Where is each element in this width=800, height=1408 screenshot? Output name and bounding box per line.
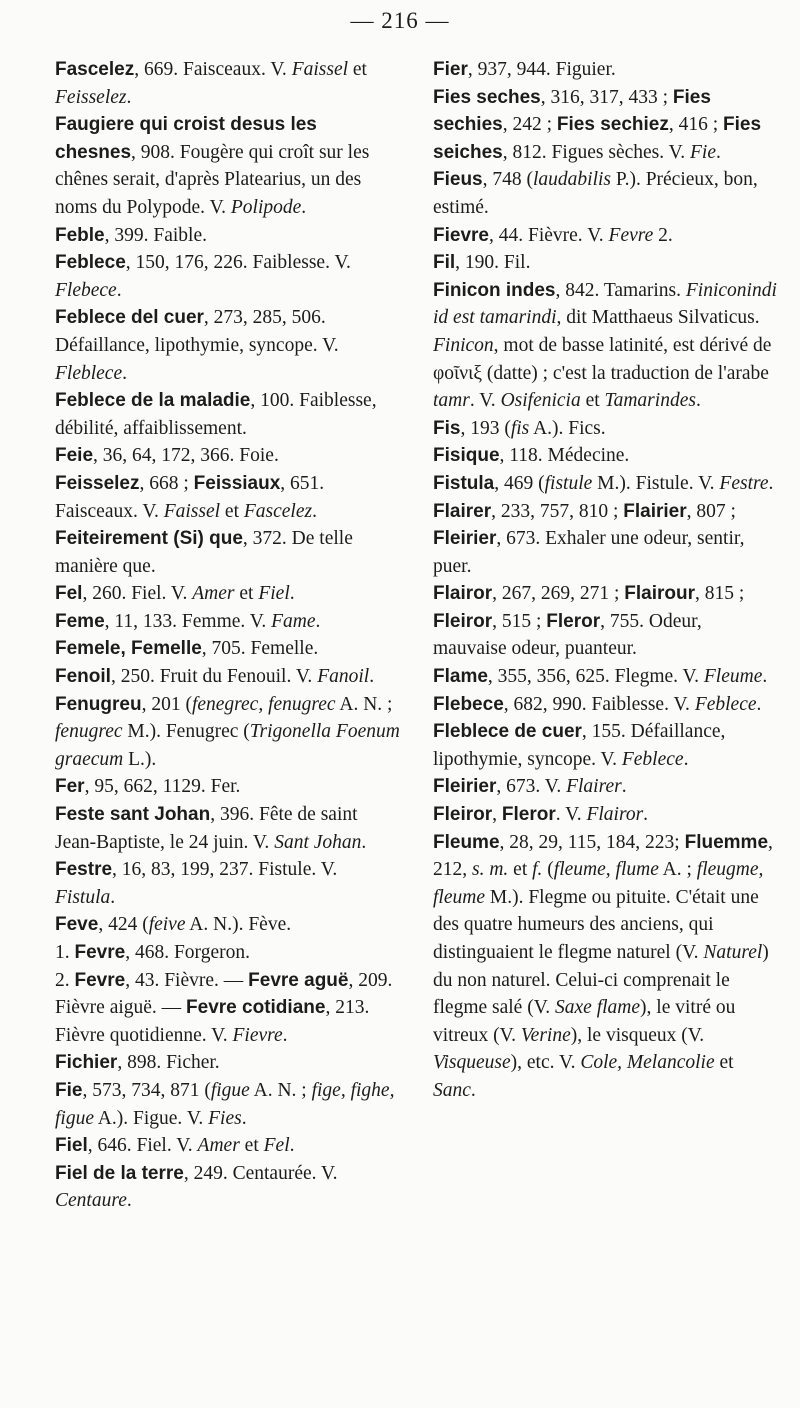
entry-headword: Fenoil bbox=[55, 666, 111, 688]
entry-headword: Fisique bbox=[433, 445, 500, 467]
left-column bbox=[55, 56, 400, 1215]
entry-text: , bbox=[492, 804, 502, 826]
entry-headword: Fieus bbox=[433, 169, 483, 191]
entry-headword: Fleiror bbox=[433, 804, 493, 826]
entry-text: et bbox=[580, 390, 605, 412]
entry-headword: Fleirier bbox=[433, 776, 497, 798]
entry-headword: Fistula bbox=[433, 472, 495, 494]
entry-headword: Fier bbox=[433, 59, 468, 80]
entry-text: . bbox=[241, 1107, 247, 1129]
entry-text: , 267, 269, 271 ; bbox=[492, 583, 625, 605]
entry-text: . bbox=[470, 1079, 476, 1101]
entry-text: , 36, 64, 172, 366. Foie. bbox=[93, 445, 279, 467]
entry-italic-text: Verine bbox=[520, 1024, 571, 1046]
entry-text: et bbox=[234, 583, 259, 605]
entry-text: . bbox=[768, 472, 774, 494]
entry-text: et bbox=[220, 500, 244, 522]
entry-text: , 842. Tamarins. bbox=[555, 279, 686, 301]
entry-text: A.). Figue. V. bbox=[94, 1107, 209, 1129]
glossary-entry bbox=[55, 856, 400, 911]
entry-italic-text: Feblece bbox=[694, 693, 757, 715]
entry-headword: Fevre bbox=[74, 969, 126, 991]
glossary-entry bbox=[55, 663, 400, 691]
entry-text: A. N.). Fève. bbox=[185, 914, 292, 936]
glossary-entry bbox=[433, 442, 778, 470]
entry-headword: Flairer bbox=[433, 500, 492, 522]
entry-headword: Fenugreu bbox=[55, 693, 142, 715]
entry-text: , 44. Fièvre. V. bbox=[488, 224, 609, 246]
entry-text: ( bbox=[542, 859, 554, 881]
entry-text: . bbox=[369, 666, 375, 688]
entry-italic-text: feive bbox=[148, 914, 186, 936]
glossary-entry bbox=[433, 718, 778, 773]
entry-italic-text: fleume, flume bbox=[553, 859, 659, 881]
entry-italic-text: laudabilis bbox=[533, 169, 612, 191]
entry-italic-text: Finicon bbox=[433, 334, 494, 356]
entry-italic-text: tamr bbox=[433, 390, 470, 412]
entry-text: A. ; bbox=[658, 859, 697, 881]
entry-italic-text: fleugme, fleume bbox=[433, 859, 764, 908]
entry-text: , 118. Médecine. bbox=[499, 445, 630, 467]
entry-italic-text: s. m. bbox=[472, 859, 509, 881]
entry-italic-text: Fievre bbox=[232, 1024, 283, 1046]
entry-text: , 469 ( bbox=[494, 472, 545, 494]
glossary-entry bbox=[55, 801, 400, 856]
entry-headword: Flairor bbox=[433, 583, 493, 605]
glossary-entry bbox=[55, 249, 400, 304]
entry-text: . bbox=[621, 776, 627, 798]
entry-text: L.). bbox=[123, 748, 157, 770]
entry-headword: Fies seches bbox=[433, 86, 541, 108]
glossary-entry bbox=[55, 387, 400, 442]
entry-text: , 201 ( bbox=[141, 693, 192, 715]
entry-text: , 249. Centaurée. V. bbox=[183, 1162, 338, 1184]
glossary-entry bbox=[433, 801, 778, 829]
glossary-entry bbox=[55, 911, 400, 939]
entry-italic-text: Sanc bbox=[433, 1079, 471, 1101]
entry-italic-text: Naturel bbox=[703, 942, 763, 963]
entry-text: , 651. Faisceaux. V. bbox=[55, 472, 325, 522]
entry-text: A.). Fics. bbox=[529, 417, 606, 439]
entry-text: et bbox=[508, 859, 533, 881]
entry-headword: Flebece bbox=[433, 693, 504, 715]
entry-italic-text: Visqueuse bbox=[433, 1052, 511, 1074]
entry-headword: Fleirier bbox=[433, 528, 497, 550]
entry-text: , mot de basse latinité, est dérivé de φοῖνιξ (datte) ; c'est la traduction de l'arabe bbox=[433, 334, 772, 384]
entry-italic-text: Fleblece bbox=[55, 362, 123, 384]
entry-text: ), le vitré ou vitreux (V. bbox=[433, 997, 736, 1046]
entry-text: , 668 ; bbox=[139, 472, 194, 494]
entry-text: , 273, 285, 506. Défaillance, lipothymie, syncope. V. bbox=[55, 307, 339, 356]
entry-italic-text: Polipode bbox=[230, 196, 302, 218]
entry-text: , 815 ; bbox=[695, 583, 745, 605]
entry-text: , 705. Femelle. bbox=[201, 638, 319, 660]
entry-italic-text: Finiconindi id est tamarindi bbox=[433, 279, 777, 329]
entry-italic-text: Fascelez bbox=[243, 500, 313, 522]
entry-text: , 193 ( bbox=[460, 417, 511, 439]
entry-text: . bbox=[315, 610, 321, 632]
entry-headword: Fil bbox=[433, 252, 456, 274]
entry-italic-text: Fleume bbox=[703, 666, 763, 688]
entry-italic-text: Fie bbox=[689, 141, 716, 163]
entry-italic-text: fenegrec, fenugrec bbox=[191, 693, 336, 715]
entry-headword: Fleror bbox=[501, 804, 556, 826]
entry-italic-text: Fevre bbox=[608, 224, 654, 246]
entry-headword: Fleblece de cuer bbox=[433, 721, 582, 743]
entry-italic-text: fige, fighe, figue bbox=[55, 1079, 395, 1129]
entry-italic-text: Amer bbox=[197, 1135, 240, 1157]
entry-text: , 100. Faiblesse, débilité, affaiblissement. bbox=[55, 390, 377, 439]
entry-headword: Fiel de la terre bbox=[55, 1162, 184, 1184]
entry-text: , 396. Fête de saint Jean-Baptiste, le 24 juin. V. bbox=[55, 804, 358, 853]
glossary-entry bbox=[433, 580, 778, 663]
glossary-entry bbox=[55, 442, 400, 470]
entry-text: . bbox=[683, 748, 689, 770]
glossary-entry bbox=[433, 415, 778, 443]
entry-text: , 155. Défaillance, lipothymie, syncope. V. bbox=[433, 721, 726, 770]
entry-text: ), etc. V. bbox=[510, 1052, 581, 1074]
entry-text: , 250. Fruit du Fenouil. V. bbox=[110, 666, 318, 688]
entry-text: , 242 ; bbox=[502, 114, 557, 136]
entry-text: , 212, bbox=[433, 831, 773, 881]
entry-text: . V. bbox=[555, 804, 587, 826]
entry-italic-text: Saxe flame bbox=[555, 997, 641, 1019]
entry-text: . bbox=[301, 196, 307, 218]
glossary-entry bbox=[55, 222, 400, 250]
entry-headword: Flairour bbox=[624, 583, 696, 605]
glossary-entry bbox=[433, 56, 778, 84]
glossary-entry bbox=[433, 222, 778, 250]
entry-italic-text: Feblece bbox=[621, 748, 684, 770]
entry-text: , 807 ; bbox=[686, 500, 736, 522]
entry-headword: Feble bbox=[55, 224, 105, 246]
entry-text: , 646. Fiel. V. bbox=[87, 1135, 198, 1157]
entry-text: . bbox=[695, 390, 701, 412]
glossary-entry bbox=[55, 608, 400, 636]
entry-text: . bbox=[126, 86, 132, 108]
entry-italic-text: fistule bbox=[544, 472, 593, 494]
entry-text: . bbox=[122, 362, 127, 384]
entry-italic-text: Fame bbox=[271, 610, 316, 632]
entry-headword: Fascelez bbox=[55, 59, 135, 80]
entry-headword: Feme bbox=[55, 610, 105, 632]
glossary-entry bbox=[433, 829, 778, 1105]
glossary-entry bbox=[55, 111, 400, 221]
entry-italic-text: Flebece bbox=[55, 279, 117, 301]
entry-italic-text: Faissel bbox=[291, 59, 349, 80]
glossary-entry bbox=[55, 56, 400, 111]
entry-italic-text: Faissel bbox=[163, 500, 221, 522]
entry-headword: Feissiaux bbox=[193, 472, 281, 494]
glossary-entry bbox=[55, 470, 400, 525]
entry-italic-text: Flairer bbox=[566, 776, 622, 798]
glossary-entry bbox=[55, 525, 400, 580]
entry-text: , 673. Exhaler une odeur, sentir, puer. bbox=[433, 528, 745, 577]
entry-text: . bbox=[756, 693, 762, 715]
entry-italic-text: Fies bbox=[208, 1107, 242, 1129]
glossary-entry bbox=[433, 249, 778, 277]
entry-text: P.). Précieux, bon, estimé. bbox=[433, 169, 758, 218]
entry-text: . bbox=[643, 804, 649, 826]
entry-headword: Fleume bbox=[433, 831, 500, 853]
entry-text: , 424 ( bbox=[98, 914, 149, 936]
entry-italic-text: Festre bbox=[719, 472, 769, 494]
entry-headword: Fleiror bbox=[433, 610, 493, 632]
glossary-entry bbox=[433, 773, 778, 801]
entry-headword: Feblece del cuer bbox=[55, 307, 204, 329]
entry-italic-text: Flairor bbox=[586, 804, 644, 826]
entry-text: M.). Fenugrec ( bbox=[122, 721, 250, 743]
entry-text: , 682, 990. Faiblesse. V. bbox=[503, 693, 695, 715]
entry-text: , 898. Ficher. bbox=[117, 1052, 220, 1074]
entry-italic-text: figue bbox=[210, 1079, 250, 1101]
entry-text: , 260. Fiel. V. bbox=[82, 583, 193, 605]
entry-text: , 355, 356, 625. Flegme. V. bbox=[487, 666, 704, 688]
entry-headword: Feie bbox=[55, 445, 94, 467]
entry-text: , 209. Fièvre aiguë. — bbox=[55, 969, 393, 1019]
entry-text: , 150, 176, 226. Faiblesse. V. bbox=[125, 252, 351, 274]
entry-headword: Fies sechiez bbox=[556, 114, 669, 136]
entry-text: ), le visqueux (V. bbox=[570, 1024, 705, 1046]
glossary-entry bbox=[55, 1077, 400, 1132]
entry-headword: Feblece bbox=[55, 252, 126, 274]
entry-headword: Fevre cotidiane bbox=[186, 997, 326, 1019]
entry-headword: Feblece de la maladie bbox=[55, 390, 251, 412]
entry-text: , 11, 133. Femme. V. bbox=[104, 610, 272, 632]
entry-text: A. N. ; bbox=[249, 1079, 312, 1101]
glossary-entry bbox=[433, 277, 778, 415]
entry-text: , 755. Odeur, mauvaise odeur, puanteur. bbox=[433, 610, 702, 660]
entry-headword: Feve bbox=[55, 914, 99, 936]
entry-headword: Festre bbox=[55, 859, 113, 881]
entry-text: , 28, 29, 115, 184, 223; bbox=[499, 831, 685, 853]
entry-headword: Femele, Femelle bbox=[55, 638, 202, 660]
entry-text: 1. bbox=[55, 942, 75, 963]
glossary-entry bbox=[55, 773, 400, 801]
glossary-entry bbox=[55, 691, 400, 774]
glossary-entry bbox=[55, 635, 400, 663]
entry-text: , 399. Faible. bbox=[104, 224, 207, 246]
entry-text: , 468. Forgeron. bbox=[125, 942, 250, 963]
glossary-entry bbox=[55, 967, 400, 1050]
glossary-entry bbox=[55, 1160, 400, 1215]
entry-italic-text: Osifenicia bbox=[500, 390, 581, 412]
entry-italic-text: Trigonella Foenum graecum bbox=[55, 721, 400, 770]
entry-headword: Flairier bbox=[623, 500, 687, 522]
entry-text: . bbox=[361, 831, 367, 853]
entry-text: , 372. De telle manière que. bbox=[55, 528, 353, 577]
entry-headword: Fievre bbox=[433, 224, 489, 246]
entry-headword: Fel bbox=[55, 583, 83, 605]
entry-headword: Fevre aguë bbox=[248, 969, 349, 991]
entry-text: , 16, 83, 199, 237. Fistule. V. bbox=[112, 859, 338, 881]
glossary-entry bbox=[55, 939, 400, 967]
entry-text: , 673. V. bbox=[496, 776, 567, 798]
entry-text: , dit Matthaeus Silvaticus. bbox=[556, 307, 760, 329]
entry-text: , 937, 944. Figuier. bbox=[467, 59, 616, 80]
entry-italic-text: fenugrec bbox=[55, 721, 123, 743]
entry-text: , 43. Fièvre. — bbox=[125, 969, 249, 991]
entry-text: , 233, 757, 810 ; bbox=[491, 500, 624, 522]
entry-italic-text: Amer bbox=[192, 583, 235, 605]
entry-headword: Feisselez bbox=[55, 472, 140, 494]
glossary-entry bbox=[55, 304, 400, 387]
entry-text: , 908. Fougère qui croît sur les chênes serait, d'après Platearius, un des noms du Polypode. V. bbox=[55, 141, 370, 218]
entry-headword: Finicon indes bbox=[433, 279, 556, 301]
entry-text: , 416 ; bbox=[668, 114, 724, 136]
entry-italic-text: Feisselez bbox=[55, 86, 127, 108]
glossary-entry bbox=[433, 470, 778, 498]
glossary-entry bbox=[433, 498, 778, 581]
entry-headword: Flame bbox=[433, 666, 488, 688]
glossary-entry bbox=[433, 84, 778, 167]
entry-italic-text: Tamarindes bbox=[604, 390, 696, 412]
entry-italic-text: f. bbox=[532, 859, 543, 881]
entry-headword: Faugiere qui croist desus les chesnes bbox=[55, 114, 317, 163]
entry-text: . bbox=[289, 583, 295, 605]
entry-headword: Fichier bbox=[55, 1052, 118, 1074]
entry-headword: Fiel bbox=[55, 1135, 88, 1157]
entry-headword: Fevre bbox=[74, 942, 126, 963]
entry-headword: Fie bbox=[55, 1079, 83, 1101]
entry-headword: Fluemme bbox=[684, 831, 769, 853]
entry-text: A. N. ; bbox=[335, 693, 393, 715]
entry-text: . bbox=[715, 141, 721, 163]
entry-text: , 316, 317, 433 ; bbox=[540, 86, 673, 108]
entry-headword: Feiteirement (Si) que bbox=[55, 528, 243, 550]
entry-italic-text: Centaure bbox=[55, 1190, 127, 1212]
right-column bbox=[433, 56, 778, 1105]
entry-text: . bbox=[110, 886, 116, 908]
entry-headword: Fies sechies bbox=[433, 86, 711, 136]
entry-text: et bbox=[348, 59, 367, 80]
entry-text: 2. bbox=[653, 224, 673, 246]
entry-text: . bbox=[282, 1024, 288, 1046]
entry-italic-text: Fel bbox=[263, 1135, 290, 1157]
entry-italic-text: Fanoil bbox=[317, 666, 370, 688]
entry-headword: Fleror bbox=[546, 610, 601, 632]
glossary-entry bbox=[433, 691, 778, 719]
glossary-entry bbox=[55, 1132, 400, 1160]
entry-headword: Fer bbox=[55, 776, 85, 798]
entry-text: , 95, 662, 1129. Fer. bbox=[84, 776, 241, 798]
glossary-entry bbox=[433, 663, 778, 691]
entry-text: M.). Flegme ou pituite. C'était une des quatre humeurs des anciens, qui distinguaient le flegme naturel (V. bbox=[433, 886, 759, 963]
entry-text: , 190. Fil. bbox=[455, 252, 531, 274]
entry-text: M.). Fistule. V. bbox=[592, 472, 720, 494]
entry-text: , 812. Figues sèches. V. bbox=[502, 141, 690, 163]
entry-text: ) du non naturel. Celui-ci comprenait le flegme salé (V. bbox=[433, 942, 769, 1019]
entry-text: . bbox=[762, 666, 768, 688]
entry-text: , 515 ; bbox=[492, 610, 547, 632]
entry-text: . bbox=[126, 1190, 132, 1212]
entry-italic-text: Cole, Melancolie bbox=[580, 1052, 715, 1074]
glossary-entry bbox=[55, 1049, 400, 1077]
entry-italic-text: Fistula bbox=[55, 886, 111, 908]
entry-text: . bbox=[116, 279, 122, 301]
glossary-entry bbox=[55, 580, 400, 608]
entry-italic-text: Fiel bbox=[258, 583, 290, 605]
entry-text: . V. bbox=[469, 390, 501, 412]
entry-text: et bbox=[239, 1135, 264, 1157]
entry-text: . bbox=[312, 500, 317, 522]
entry-italic-text: Sant Johan bbox=[274, 831, 362, 853]
entry-text: et bbox=[714, 1052, 734, 1074]
entry-italic-text: fis bbox=[510, 417, 530, 439]
entry-text: , 669. Faisceaux. V. bbox=[134, 59, 292, 80]
page-number: — 216 — bbox=[350, 8, 450, 33]
entry-text: . bbox=[289, 1135, 295, 1157]
entry-text: , 213. Fièvre quotidienne. V. bbox=[55, 997, 370, 1046]
entry-text: , 573, 734, 871 ( bbox=[82, 1079, 211, 1101]
glossary-entry bbox=[433, 166, 778, 221]
entry-text: , 748 ( bbox=[482, 169, 533, 191]
entry-text: 2. bbox=[55, 969, 75, 991]
entry-headword: Fies seiches bbox=[433, 114, 762, 163]
entry-headword: Fis bbox=[433, 417, 461, 439]
entry-headword: Feste sant Johan bbox=[55, 804, 211, 826]
